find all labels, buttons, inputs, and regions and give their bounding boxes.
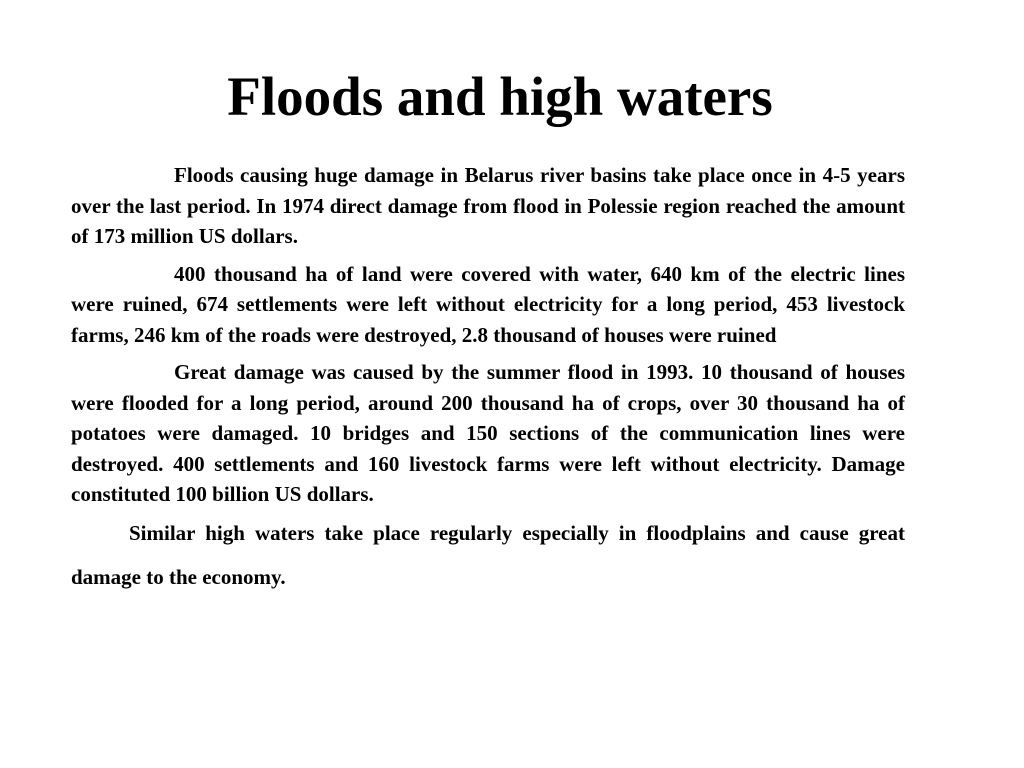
- paragraph-high-waters: Similar high waters take place regularly especially in floodplains and cause great damage to the economy.: [71, 520, 905, 589]
- slide-title: Floods and high waters: [227, 66, 773, 127]
- paragraph-1993-flood: Great damage was caused by the summer flood in 1993. 10 thousand of houses were flooded for a long period, around 200 thousand ha of crops, over 30 thousand ha of potatoes were damaged. 10 bridges and 150 sections of the communication lines were destroyed. 400 settlements and 160 livestock farms were left without electricity. Damage constituted 100 billion US dollars.: [71, 360, 905, 506]
- paragraph-1974-damage-details: 400 thousand ha of land were covered with water, 640 km of the electric lines were ruined, 674 settlements were left without electricity for a long period, 453 livestock farms, 246 km of the roads were destroyed, 2.8 thousand of houses were ruined: [71, 261, 905, 347]
- paragraph-1974-flood: Floods causing huge damage in Belarus river basins take place once in 4-5 years over the last period. In 1974 direct damage from flood in Polessie region reached the amount of 173 million US dollars.: [71, 163, 905, 248]
- slide-body: [71, 160, 905, 606]
